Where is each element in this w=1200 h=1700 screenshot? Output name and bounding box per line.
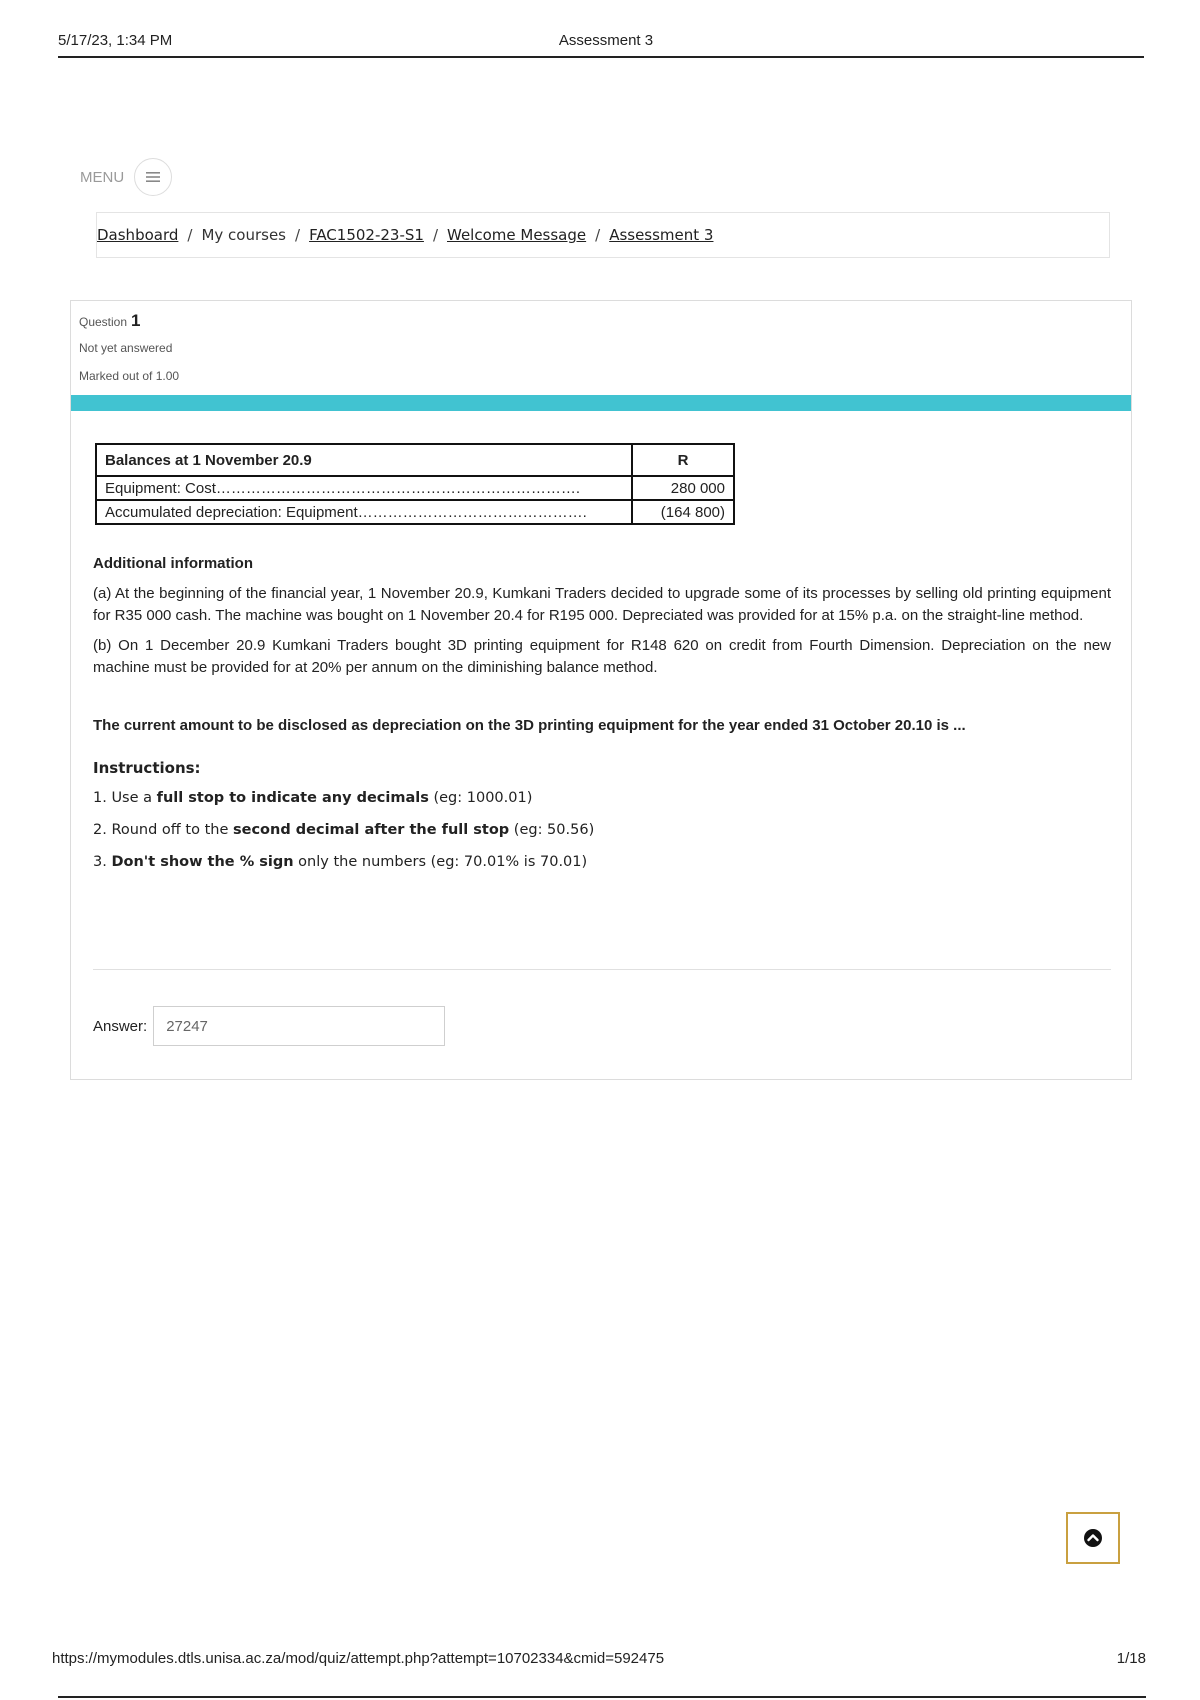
divider bbox=[93, 969, 1111, 970]
breadcrumb-separator: / bbox=[187, 226, 193, 244]
print-header bbox=[58, 22, 1144, 58]
instruction-prefix: 1. Use a bbox=[93, 790, 157, 806]
additional-info-paragraph: (b) On 1 December 20.9 Kumkani Traders bought 3D printing equipment for R148 620 on credit from Fourth Dimension. Depreciation on the new machine must be provided for at 20% per annum on the diminishing balance method. bbox=[93, 637, 1111, 676]
instruction-item bbox=[93, 819, 1111, 841]
instruction-suffix: (eg: 50.56) bbox=[509, 822, 595, 838]
instruction-prefix: 2. Round off to the bbox=[93, 822, 233, 838]
print-date: 5/17/23, 1:34 PM bbox=[58, 32, 173, 49]
question-label: Question bbox=[79, 315, 128, 329]
question-info bbox=[79, 311, 180, 383]
additional-info-paragraph: (a) At the beginning of the financial year, 1 November 20.9, Kumkani Traders decided to upgrade some of its processes by selling old printing equipment for R35 000 cash. The machine was bought on 1 November 20.4 for R195 000. Depreciated was provided for at 15% p.a. on the straight-line method. bbox=[93, 585, 1111, 624]
question-number: 1 bbox=[131, 311, 141, 330]
instruction-prefix: 3. bbox=[93, 854, 112, 870]
hamburger-icon bbox=[146, 171, 160, 183]
breadcrumb-separator: / bbox=[432, 226, 438, 244]
table-header-cell: R bbox=[632, 444, 734, 476]
print-footer bbox=[52, 1650, 1146, 1698]
back-to-top-button[interactable] bbox=[1066, 1512, 1120, 1564]
breadcrumb-course[interactable]: FAC1502-23-S1 bbox=[309, 226, 424, 244]
question-status: Not yet answered bbox=[79, 341, 173, 355]
table-cell: (164 800) bbox=[632, 500, 734, 524]
breadcrumb-separator: / bbox=[595, 226, 601, 244]
instructions-title: Instructions: bbox=[93, 759, 201, 777]
table-cell: Equipment: Cost………………………………………………………………. bbox=[96, 476, 632, 500]
footer-rule bbox=[58, 1696, 1146, 1698]
instruction-bold: full stop to indicate any decimals bbox=[156, 790, 429, 806]
menu-label: MENU bbox=[80, 168, 125, 186]
menu-button[interactable] bbox=[134, 158, 172, 196]
page-number: 1/18 bbox=[1116, 1650, 1146, 1667]
breadcrumb-welcome-message[interactable]: Welcome Message bbox=[447, 226, 587, 244]
question-marks: Marked out of 1.00 bbox=[79, 369, 180, 383]
breadcrumb-my-courses: My courses bbox=[201, 226, 286, 244]
table-row bbox=[96, 500, 734, 524]
table-cell: 280 000 bbox=[632, 476, 734, 500]
table-row bbox=[96, 476, 734, 500]
instruction-item bbox=[93, 787, 1111, 809]
instruction-item bbox=[93, 851, 1111, 873]
breadcrumb-assessment[interactable]: Assessment 3 bbox=[609, 226, 714, 244]
balances-table bbox=[95, 443, 735, 525]
instruction-bold: Don't show the % sign bbox=[111, 854, 294, 870]
question-text: The current amount to be disclosed as depreciation on the 3D printing equipment for the year ended 31 October 20.10 is ... bbox=[93, 717, 966, 734]
table-cell: Accumulated depreciation: Equipment………………………………………. bbox=[96, 500, 632, 524]
menu bbox=[80, 158, 172, 196]
breadcrumb bbox=[96, 212, 1110, 258]
question-content bbox=[93, 553, 1111, 883]
instruction-suffix: only the numbers (eg: 70.01% is 70.01) bbox=[293, 854, 588, 870]
question-card bbox=[70, 300, 1132, 1080]
chevron-up-circle-icon bbox=[1083, 1528, 1103, 1548]
table-header-row bbox=[96, 444, 734, 476]
print-title: Assessment 3 bbox=[558, 32, 654, 49]
question-accent-bar bbox=[71, 395, 1131, 411]
table-header-cell: Balances at 1 November 20.9 bbox=[96, 444, 632, 476]
breadcrumb-separator: / bbox=[295, 226, 301, 244]
page-url: https://mymodules.dtls.unisa.ac.za/mod/quiz/attempt.php?attempt=10702334&cmid=592475 bbox=[52, 1650, 665, 1667]
answer-row bbox=[93, 1006, 445, 1046]
instruction-bold: second decimal after the full stop bbox=[232, 822, 510, 838]
answer-label: Answer: bbox=[93, 1017, 148, 1035]
additional-info-title: Additional information bbox=[93, 555, 253, 572]
instruction-suffix: (eg: 1000.01) bbox=[428, 790, 533, 806]
breadcrumb-dashboard[interactable]: Dashboard bbox=[97, 226, 179, 244]
answer-input[interactable] bbox=[153, 1006, 445, 1046]
